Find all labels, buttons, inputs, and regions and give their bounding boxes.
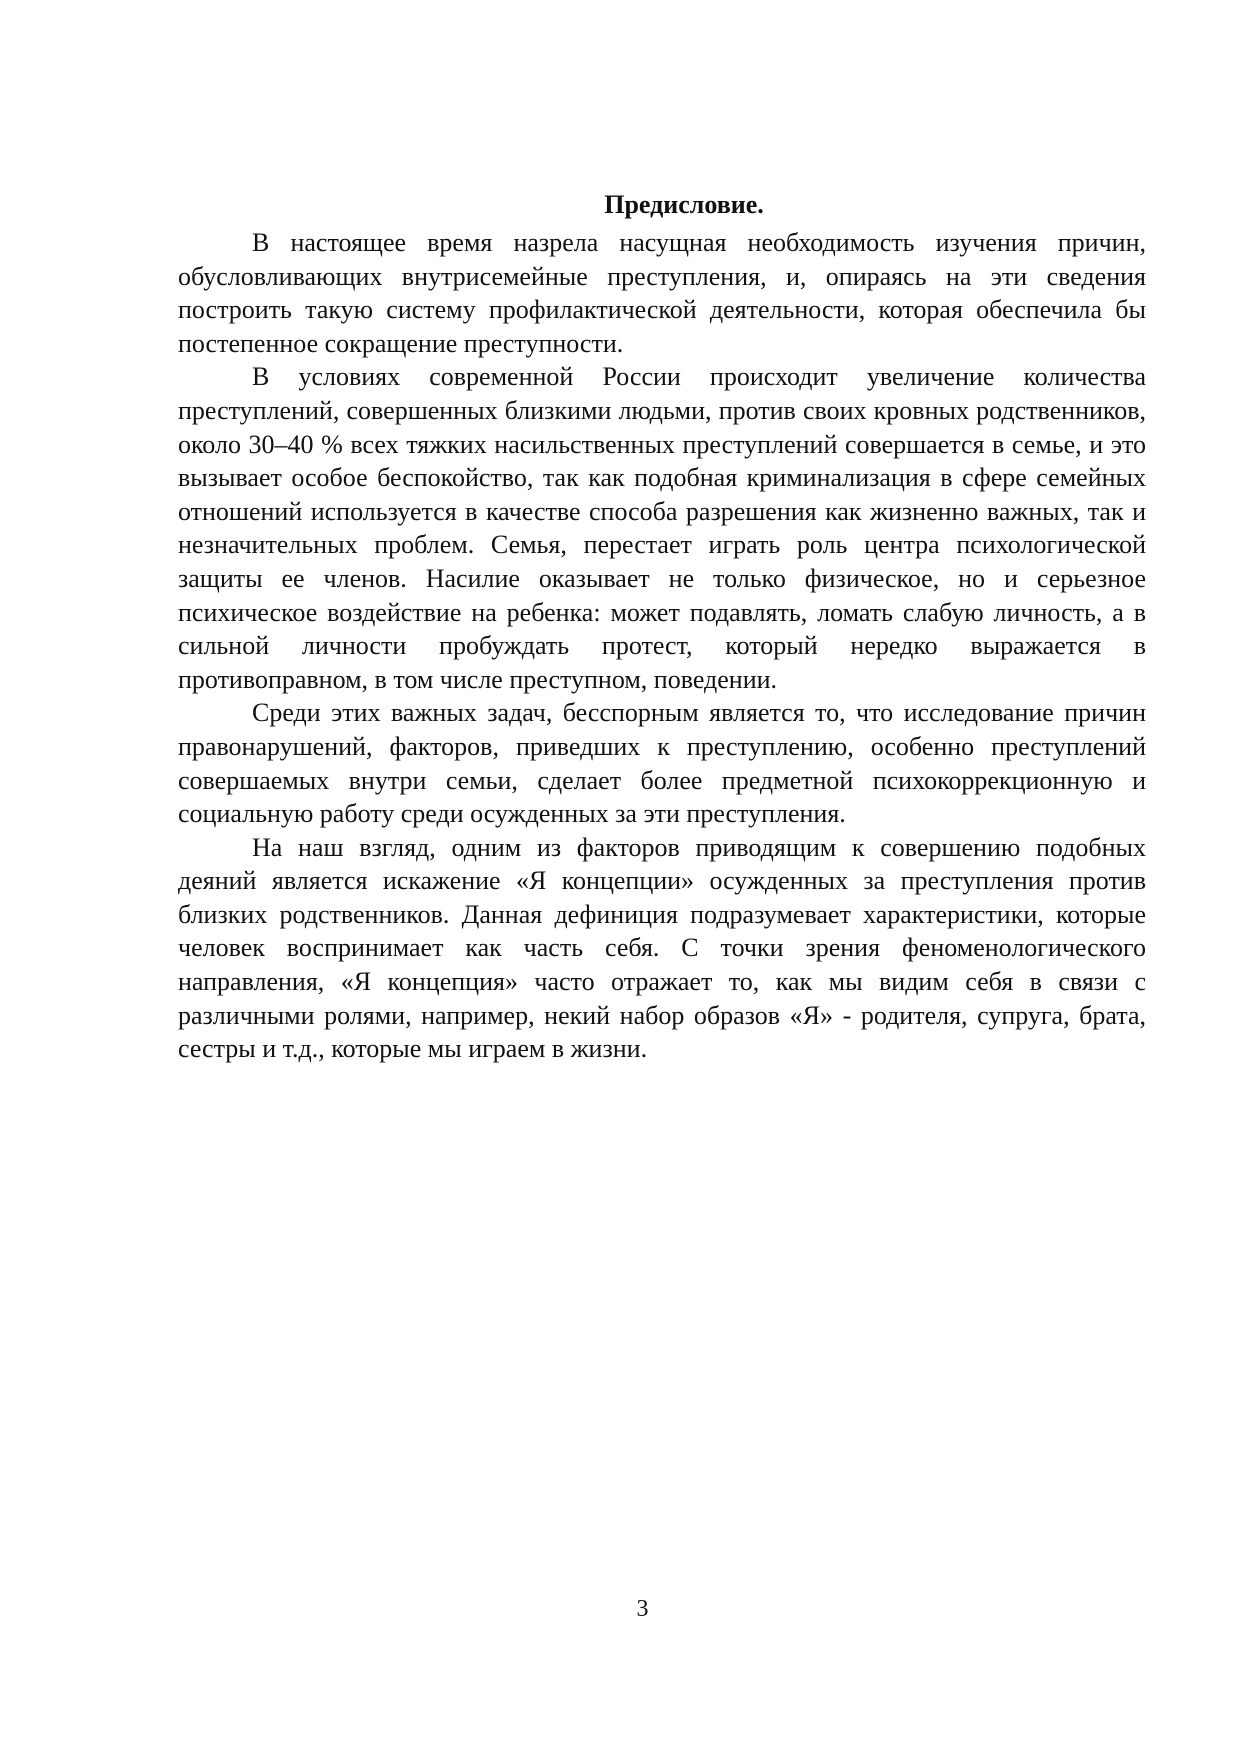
paragraph-3: Среди этих важных задач, бесспорным является то, что исследование причин правонарушений, факторов, приведших к преступлению, особенно преступлений совершаемых внутри семьи, сделает более предметной психокоррекционную и социальную работу среди осужденных за эти преступления. [178, 698, 1146, 829]
page-number: 3 [636, 1596, 649, 1622]
paragraph-2: В условиях современной России происходит увеличение количества преступлений, совершенных близкими людьми, против своих кровных родственников, около 30–40 % всех тяжких насильственных преступлений совершается в семье, и это вызывает особое беспокойство, так как подобная криминализация в сфере семейных отношений используется в качестве способа разрешения как жизненно важных, так и незначительных проблем. Семья, перестает играть роль центра психологической защиты ее членов. Насилие оказывает не только физическое, но и серьезное психическое воздействие на ребенка: может подавлять, ломать слабую личность, а в сильной личности пробуждать протест, который нередко выражается в противоправном, в том числе преступном, поведении. [178, 362, 1146, 694]
page-title: Предисловие. [604, 190, 764, 219]
paragraph-4: На наш взгляд, одним из факторов приводящим к совершению подобных деяний является искажение «Я концепции» осужденных за преступления против близких родственников. Данная дефиниция подразумевает характеристики, которые человек воспринимает как часть себя. С точки зрения феноменологического направления, «Я концепция» часто отражает то, как мы видим себя в связи с различными ролями, например, некий набор образов «Я» - родителя, супруга, брата, сестры и т.д., которые мы играем в жизни. [178, 832, 1146, 1064]
document-body [178, 188, 1146, 1066]
paragraph-1: В настоящее время назрела насущная необходимость изучения причин, обусловливающих внутрисемейные преступления, и, опираясь на эти сведения построить такую систему профилактической деятельности, которая обеспечила бы постепенное сокращение преступности. [178, 228, 1146, 358]
